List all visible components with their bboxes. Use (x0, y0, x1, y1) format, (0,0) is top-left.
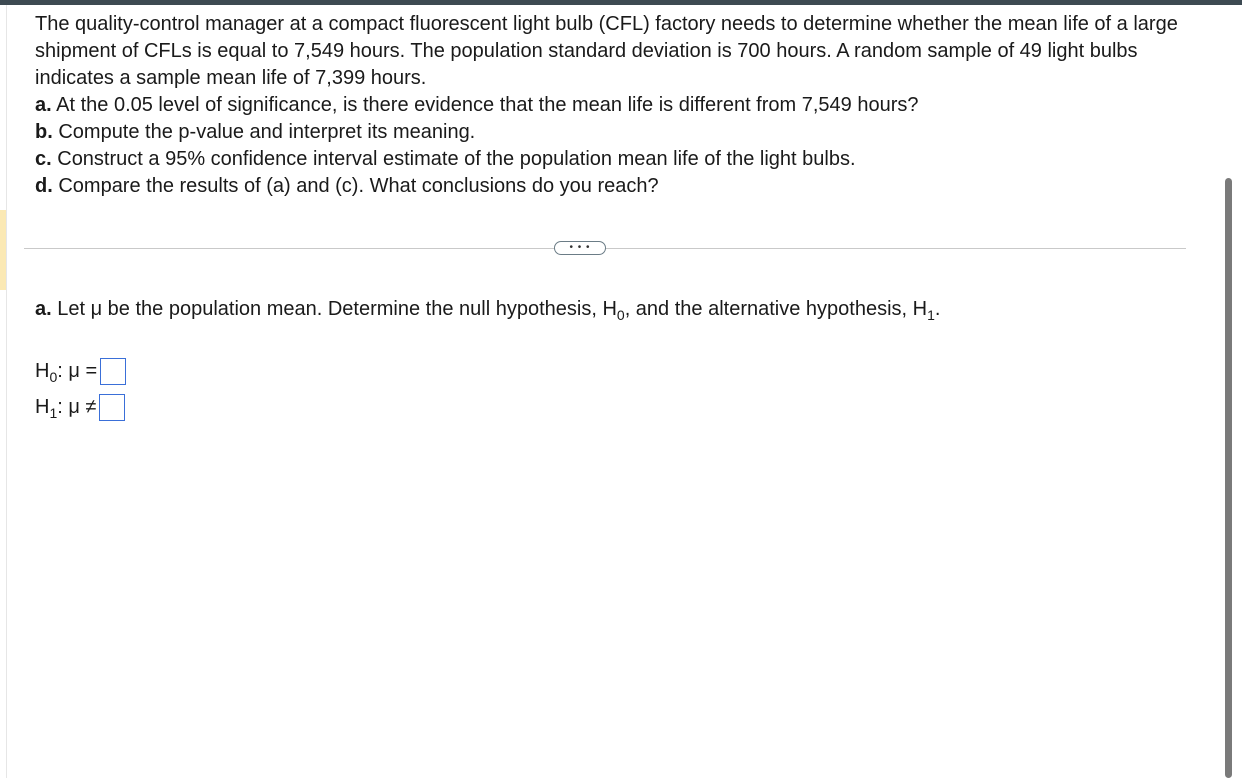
top-bar (0, 0, 1242, 5)
vertical-scrollbar[interactable] (1225, 178, 1232, 778)
null-hypothesis-row (35, 358, 126, 385)
left-panel-accent (0, 210, 6, 290)
problem-part-b: b. Compute the p-value and interpret its meaning. (35, 121, 476, 143)
problem-part-c: c. Construct a 95% confidence interval estimate of the population mean life of the light bulbs. (35, 148, 856, 170)
alternative-hypothesis-input[interactable] (99, 394, 125, 421)
alternative-hypothesis-label: $H_1$: μ ≠ (35, 396, 97, 421)
problem-statement (35, 11, 1205, 200)
problem-intro: The quality-control manager at a compact fluorescent light bulb (CFL) factory needs to determine whether the mean life of a large shipment of CFLs is equal to 7,549 hours. The population standard deviation is 700 hours. A random sample of 49 light bulbs indicates a sample mean life of 7,399 hours. (35, 13, 1178, 89)
null-hypothesis-label: $H_0$: μ = (35, 360, 98, 385)
expand-more-button[interactable]: • • • (554, 241, 606, 255)
question-letter: a. (35, 298, 52, 320)
left-panel-edge (0, 5, 7, 778)
problem-part-a: a. At the 0.05 level of significance, is there evidence that the mean life is different from 7,549 hours? (35, 94, 919, 116)
question-prompt: a. Let μ be the population mean. Determine the null hypothesis, $H_0$, and the alternative hypothesis, $H_1$. (35, 298, 941, 323)
alternative-hypothesis-row (35, 394, 125, 421)
problem-part-d: d. Compare the results of (a) and (c). What conclusions do you reach? (35, 175, 659, 197)
null-hypothesis-input[interactable] (100, 358, 126, 385)
